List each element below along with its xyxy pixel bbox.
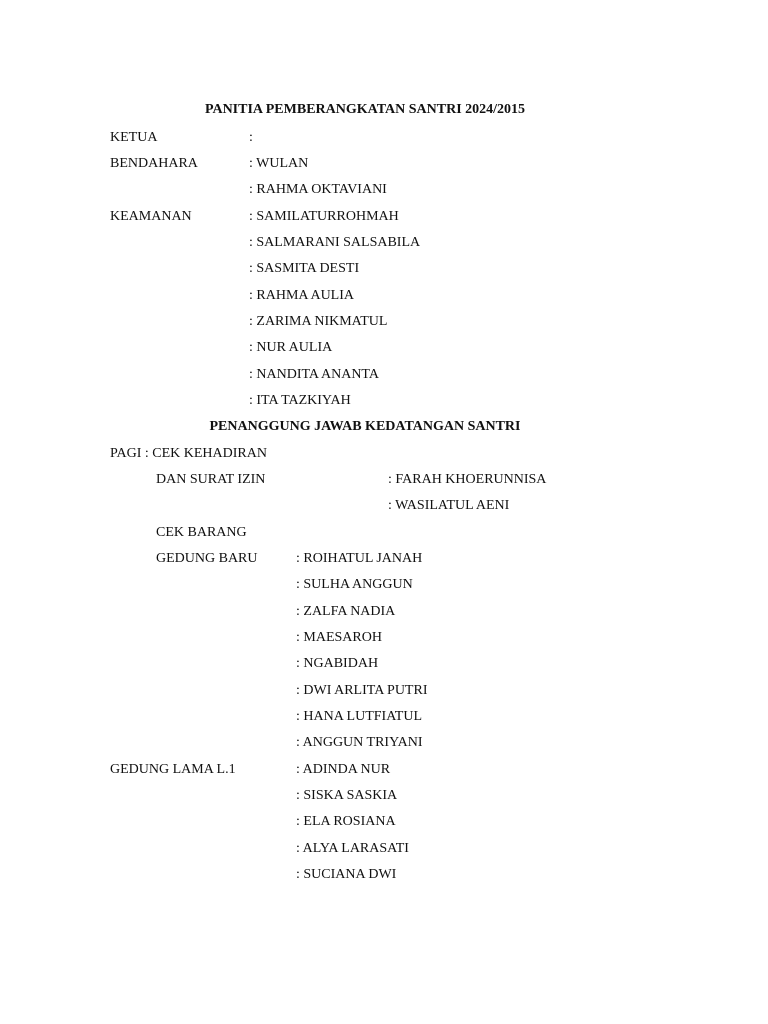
ketua-label: KETUA [110,130,158,145]
document-title: PANITIA PEMBERANGKATAN SANTRI 2024/2015 [204,102,526,117]
keamanan-name: : SASMITA DESTI [249,261,360,276]
gedung-lama-name: : SUCIANA DWI [296,867,397,882]
keamanan-name: : ZARIMA NIKMATUL [249,314,388,329]
surat-izin-name: : FARAH KHOERUNNISA [388,472,547,487]
gedung-baru-name: : HANA LUTFIATUL [296,709,422,724]
gedung-baru-name: : ROIHATUL JANAH [296,551,423,566]
bendahara-name: : RAHMA OKTAVIANI [249,182,387,197]
gedung-lama-label: GEDUNG LAMA L.1 [110,762,236,777]
bendahara-name: : WULAN [249,156,309,171]
gedung-baru-name: : ZALFA NADIA [296,604,396,619]
keamanan-name: : NUR AULIA [249,340,333,355]
gedung-baru-name: : SULHA ANGGUN [296,577,413,592]
gedung-baru-name: : DWI ARLITA PUTRI [296,683,428,698]
cek-barang-label: CEK BARANG [156,525,247,540]
gedung-baru-name: : MAESAROH [296,630,382,645]
keamanan-name: : RAHMA AULIA [249,288,355,303]
gedung-lama-name: : SISKA SASKIA [296,788,398,803]
gedung-baru-name: : ANGGUN TRIYANI [296,735,423,750]
keamanan-name: : NANDITA ANANTA [249,367,379,382]
keamanan-name: : SALMARANI SALSABILA [249,235,421,250]
gedung-baru-label: GEDUNG BARU [156,551,258,566]
surat-izin-label: DAN SURAT IZIN [156,472,266,487]
gedung-lama-name: : ALYA LARASATI [296,841,409,856]
keamanan-label: KEAMANAN [110,209,192,224]
arrival-heading: PENANGGUNG JAWAB KEDATANGAN SANTRI [209,419,521,434]
bendahara-label: BENDAHARA [110,156,198,171]
gedung-lama-name: : ADINDA NUR [296,762,391,777]
keamanan-name: : SAMILATURROHMAH [249,209,399,224]
gedung-lama-name: : ELA ROSIANA [296,814,396,829]
keamanan-name: : ITA TAZKIYAH [249,393,351,408]
surat-izin-name: : WASILATUL AENI [388,498,510,513]
ketua-value: : [249,130,253,145]
pagi-label: PAGI : CEK KEHADIRAN [110,446,267,461]
gedung-baru-name: : NGABIDAH [296,656,379,671]
